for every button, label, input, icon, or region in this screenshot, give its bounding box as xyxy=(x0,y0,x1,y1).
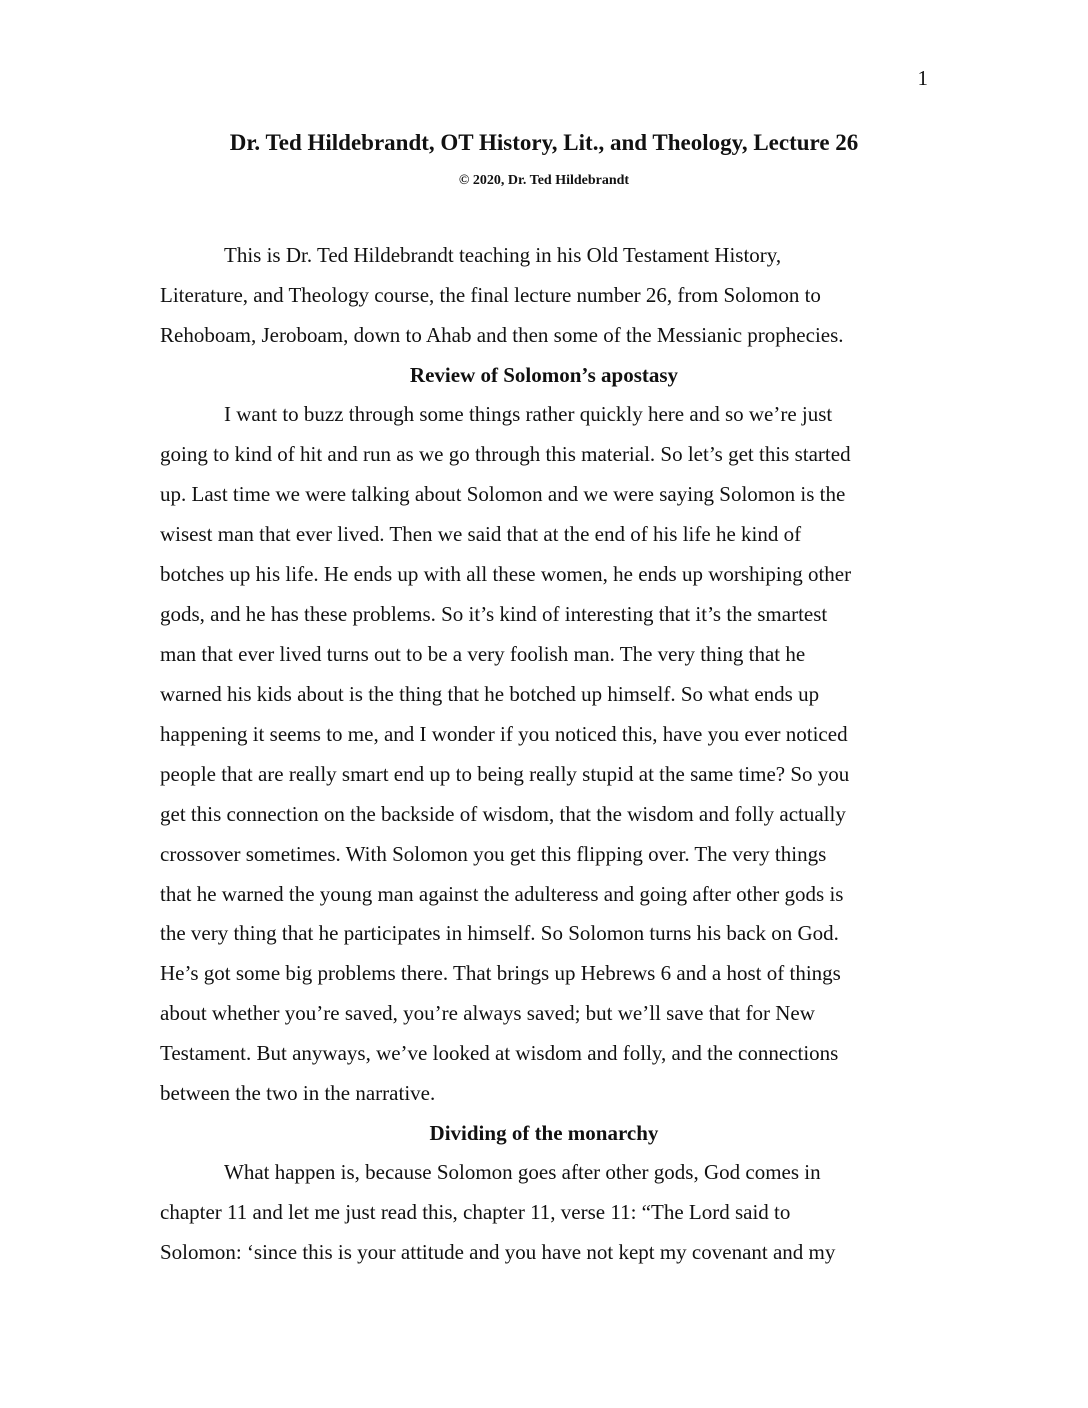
paragraph-line: This is Dr. Ted Hildebrandt teaching in his Old Testament History, xyxy=(224,243,782,267)
paragraph-line: up. Last time we were talking about Solomon and we were saying Solomon is the xyxy=(160,482,846,506)
paragraph-line: people that are really smart end up to being really stupid at the same time? So you xyxy=(160,762,850,786)
section-heading-dividing-monarchy: Dividing of the monarchy xyxy=(429,1121,659,1145)
paragraph-line: Rehoboam, Jeroboam, down to Ahab and then some of the Messianic prophecies. xyxy=(160,323,844,347)
paragraph-line: Solomon: ‘since this is your attitude and you have not kept my covenant and my xyxy=(160,1240,836,1264)
paragraph-line: I want to buzz through some things rather quickly here and so we’re just xyxy=(224,402,833,426)
paragraph-line: between the two in the narrative. xyxy=(160,1081,436,1105)
paragraph-line: gods, and he has these problems. So it’s kind of interesting that it’s the smartest xyxy=(160,602,828,626)
paragraph-line: man that ever lived turns out to be a very foolish man. The very thing that he xyxy=(160,642,806,666)
page-number: 1 xyxy=(917,66,928,90)
paragraph-line: He’s got some big problems there. That brings up Hebrews 6 and a host of things xyxy=(160,961,841,985)
paragraph-line: crossover sometimes. With Solomon you get this flipping over. The very things xyxy=(160,842,827,866)
paragraph-line: going to kind of hit and run as we go through this material. So let’s get this started xyxy=(160,442,851,466)
copyright-notice: © 2020, Dr. Ted Hildebrandt xyxy=(458,173,630,188)
paragraph-line: wisest man that ever lived. Then we said that at the end of his life he kind of xyxy=(160,522,802,546)
paragraph-line: that he warned the young man against the adulteress and going after other gods is xyxy=(160,882,844,906)
section-heading-solomon-apostasy: Review of Solomon’s apostasy xyxy=(409,363,679,387)
paragraph-line: the very thing that he participates in himself. So Solomon turns his back on God. xyxy=(160,921,839,945)
paragraph-line: warned his kids about is the thing that he botched up himself. So what ends up xyxy=(160,682,820,706)
paragraph-line: Literature, and Theology course, the final lecture number 26, from Solomon to xyxy=(160,283,821,307)
paragraph-line: botches up his life. He ends up with all these women, he ends up worshiping other xyxy=(160,562,852,586)
paragraph-line: about whether you’re saved, you’re always saved; but we’ll save that for New xyxy=(160,1001,815,1025)
paragraph-line: chapter 11 and let me just read this, chapter 11, verse 11: “The Lord said to xyxy=(160,1200,791,1224)
paragraph-line: What happen is, because Solomon goes after other gods, God comes in xyxy=(224,1160,821,1184)
paragraph-line: get this connection on the backside of wisdom, that the wisdom and folly actually xyxy=(160,802,846,826)
paragraph-line: Testament. But anyways, we’ve looked at wisdom and folly, and the connections xyxy=(160,1041,839,1065)
document-title: Dr. Ted Hildebrandt, OT History, Lit., and Theology, Lecture 26 xyxy=(229,130,859,155)
paragraph-line: happening it seems to me, and I wonder if you noticed this, have you ever noticed xyxy=(160,722,848,746)
